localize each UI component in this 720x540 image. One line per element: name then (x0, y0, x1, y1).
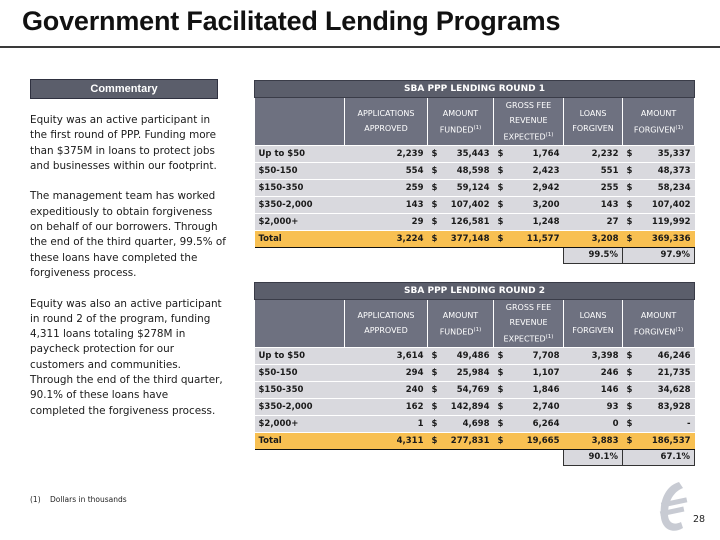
row-label: Total (255, 432, 345, 449)
round1-pct-amount: 97.9% (623, 247, 695, 263)
table-row (255, 347, 695, 364)
applications-cell: 554 (345, 162, 428, 179)
revenue-cell: 1,248 (508, 213, 564, 230)
percent-spacer (255, 449, 564, 465)
header-revenue (494, 300, 564, 348)
currency-symbol: $ (623, 230, 637, 247)
row-label: Up to $50 (255, 145, 345, 162)
funded-cell: 54,769 (442, 381, 494, 398)
amount-forgiven-cell: 119,992 (637, 213, 695, 230)
currency-symbol: $ (494, 347, 508, 364)
amount-forgiven-cell: 21,735 (637, 364, 695, 381)
row-label: $50-150 (255, 364, 345, 381)
round1-rows (255, 145, 695, 247)
percent-spacer (255, 247, 564, 263)
applications-cell: 143 (345, 196, 428, 213)
funded-cell: 277,831 (442, 432, 494, 449)
currency-symbol: $ (623, 145, 637, 162)
loans-forgiven-cell: 3,398 (564, 347, 623, 364)
currency-symbol: $ (494, 196, 508, 213)
revenue-cell: 1,107 (508, 364, 564, 381)
header-revenue (494, 98, 564, 146)
footnote-mark: (1) (675, 124, 684, 131)
currency-symbol: $ (428, 179, 442, 196)
currency-symbol: $ (494, 415, 508, 432)
currency-symbol: $ (494, 398, 508, 415)
round2-title-row (255, 283, 695, 300)
round2-title: SBA PPP LENDING ROUND 2 (255, 283, 695, 300)
loans-forgiven-cell: 255 (564, 179, 623, 196)
currency-symbol: $ (428, 213, 442, 230)
currency-symbol: $ (428, 415, 442, 432)
applications-cell: 29 (345, 213, 428, 230)
row-label: $50-150 (255, 162, 345, 179)
header-funded-label: AMOUNT FUNDED (439, 310, 479, 337)
loans-forgiven-cell: 3,883 (564, 432, 623, 449)
header-applications-label: APPLICATIONS APPROVED (357, 311, 415, 336)
footnote-mark: (1) (545, 334, 554, 340)
revenue-cell: 3,200 (508, 196, 564, 213)
footnote-marker: (1) (30, 495, 41, 504)
currency-symbol: $ (494, 162, 508, 179)
amount-forgiven-cell: - (637, 415, 695, 432)
round1-title: SBA PPP LENDING ROUND 1 (255, 81, 695, 98)
round1-table (254, 80, 695, 264)
currency-symbol: $ (623, 364, 637, 381)
total-row (255, 432, 695, 449)
loans-forgiven-cell: 246 (564, 364, 623, 381)
applications-cell: 162 (345, 398, 428, 415)
footnote-mark: (1) (473, 326, 482, 333)
row-label: $350-2,000 (255, 196, 345, 213)
currency-symbol: $ (428, 398, 442, 415)
currency-symbol: $ (428, 432, 442, 449)
footnote-text: Dollars in thousands (50, 495, 127, 504)
table-row (255, 179, 695, 196)
header-loans-forgiven (564, 300, 623, 348)
header-loans-forgiven (564, 98, 623, 146)
header-amount-forgiven-label: AMOUNT FORGIVEN (633, 310, 677, 337)
currency-symbol: $ (494, 213, 508, 230)
funded-cell: 59,124 (442, 179, 494, 196)
currency-symbol: $ (623, 179, 637, 196)
currency-symbol: $ (623, 213, 637, 230)
row-label: $2,000+ (255, 213, 345, 230)
row-label: $150-350 (255, 381, 345, 398)
applications-cell: 3,614 (345, 347, 428, 364)
table-row (255, 196, 695, 213)
header-revenue-label: GROSS FEE REVENUE EXPECTED (503, 303, 552, 344)
header-funded (428, 300, 494, 348)
amount-forgiven-cell: 369,336 (637, 230, 695, 247)
applications-cell: 294 (345, 364, 428, 381)
revenue-cell: 2,740 (508, 398, 564, 415)
currency-symbol: $ (494, 230, 508, 247)
page-number: 28 (693, 514, 706, 525)
loans-forgiven-cell: 551 (564, 162, 623, 179)
header-revenue-label: GROSS FEE REVENUE EXPECTED (503, 101, 552, 142)
funded-cell: 49,486 (442, 347, 494, 364)
round2-pct-loans: 90.1% (564, 449, 623, 465)
applications-cell: 259 (345, 179, 428, 196)
funded-cell: 35,443 (442, 145, 494, 162)
applications-cell: 3,224 (345, 230, 428, 247)
round2-table (254, 282, 695, 466)
funded-cell: 142,894 (442, 398, 494, 415)
table-row (255, 213, 695, 230)
loans-forgiven-cell: 0 (564, 415, 623, 432)
header-blank (255, 98, 345, 146)
amount-forgiven-cell: 83,928 (637, 398, 695, 415)
table-row (255, 398, 695, 415)
table-row (255, 415, 695, 432)
amount-forgiven-cell: 48,373 (637, 162, 695, 179)
funded-cell: 25,984 (442, 364, 494, 381)
total-row (255, 230, 695, 247)
round2-rows (255, 347, 695, 449)
revenue-cell: 7,708 (508, 347, 564, 364)
revenue-cell: 2,942 (508, 179, 564, 196)
round1-title-row (255, 81, 695, 98)
header-applications (345, 98, 428, 146)
currency-symbol: $ (623, 398, 637, 415)
footnote (30, 495, 127, 504)
amount-forgiven-cell: 58,234 (637, 179, 695, 196)
currency-symbol: $ (494, 179, 508, 196)
revenue-cell: 1,764 (508, 145, 564, 162)
revenue-cell: 6,264 (508, 415, 564, 432)
revenue-cell: 1,846 (508, 381, 564, 398)
applications-cell: 2,239 (345, 145, 428, 162)
table-row (255, 145, 695, 162)
row-label: $150-350 (255, 179, 345, 196)
currency-symbol: $ (623, 432, 637, 449)
funded-cell: 4,698 (442, 415, 494, 432)
currency-symbol: $ (428, 196, 442, 213)
funded-cell: 377,148 (442, 230, 494, 247)
loans-forgiven-cell: 2,232 (564, 145, 623, 162)
currency-symbol: $ (428, 230, 442, 247)
title-divider (0, 46, 720, 48)
page-title: Government Facilitated Lending Programs (22, 6, 561, 36)
applications-cell: 240 (345, 381, 428, 398)
currency-symbol: $ (623, 162, 637, 179)
funded-cell: 126,581 (442, 213, 494, 230)
currency-symbol: $ (428, 145, 442, 162)
loans-forgiven-cell: 93 (564, 398, 623, 415)
currency-symbol: $ (428, 347, 442, 364)
currency-symbol: $ (428, 381, 442, 398)
currency-symbol: $ (494, 364, 508, 381)
applications-cell: 4,311 (345, 432, 428, 449)
commentary-paragraph: Equity was also an active participant in round 2 of the program, funding 4,311 loans totaling $278M in paycheck protection for our customers and communities. Through the end of the third quarter, 90.1% of these loans have completed the forgiveness process. (30, 297, 223, 417)
equity-logo-icon (655, 476, 695, 538)
footnote-mark: (1) (473, 124, 482, 131)
header-loans-forgiven-label: LOANS FORGIVEN (572, 109, 614, 134)
currency-symbol: $ (623, 347, 637, 364)
currency-symbol: $ (623, 196, 637, 213)
amount-forgiven-cell: 46,246 (637, 347, 695, 364)
round2-pct-amount: 67.1% (623, 449, 695, 465)
commentary-header: Commentary (30, 79, 218, 99)
round1-percent-row (255, 247, 695, 263)
currency-symbol: $ (494, 145, 508, 162)
loans-forgiven-cell: 27 (564, 213, 623, 230)
amount-forgiven-cell: 107,402 (637, 196, 695, 213)
footnote-mark: (1) (675, 326, 684, 333)
header-blank (255, 300, 345, 348)
loans-forgiven-cell: 143 (564, 196, 623, 213)
table-row (255, 162, 695, 179)
amount-forgiven-cell: 34,628 (637, 381, 695, 398)
currency-symbol: $ (623, 415, 637, 432)
row-label: Up to $50 (255, 347, 345, 364)
funded-cell: 48,598 (442, 162, 494, 179)
header-amount-forgiven (623, 300, 695, 348)
commentary-paragraph: The management team has worked expeditiously to obtain forgiveness on behalf of our borrowers. Through the end of the third quarter, 99.5% of these loans have completed the forgiveness process. (30, 190, 226, 279)
currency-symbol: $ (494, 432, 508, 449)
currency-symbol: $ (428, 162, 442, 179)
header-amount-forgiven-label: AMOUNT FORGIVEN (633, 108, 677, 135)
header-applications (345, 300, 428, 348)
header-funded (428, 98, 494, 146)
revenue-cell: 11,577 (508, 230, 564, 247)
funded-cell: 107,402 (442, 196, 494, 213)
revenue-cell: 2,423 (508, 162, 564, 179)
header-applications-label: APPLICATIONS APPROVED (357, 109, 415, 134)
header-loans-forgiven-label: LOANS FORGIVEN (572, 311, 614, 336)
round2-percent-row (255, 449, 695, 465)
loans-forgiven-cell: 146 (564, 381, 623, 398)
applications-cell: 1 (345, 415, 428, 432)
footnote-mark: (1) (545, 132, 554, 138)
round1-column-headers (255, 98, 695, 146)
amount-forgiven-cell: 186,537 (637, 432, 695, 449)
currency-symbol: $ (623, 381, 637, 398)
round1-pct-loans: 99.5% (564, 247, 623, 263)
header-funded-label: AMOUNT FUNDED (439, 108, 479, 135)
header-amount-forgiven (623, 98, 695, 146)
round2-column-headers (255, 300, 695, 348)
loans-forgiven-cell: 3,208 (564, 230, 623, 247)
row-label: $350-2,000 (255, 398, 345, 415)
revenue-cell: 19,665 (508, 432, 564, 449)
row-label: $2,000+ (255, 415, 345, 432)
currency-symbol: $ (428, 364, 442, 381)
amount-forgiven-cell: 35,337 (637, 145, 695, 162)
table-row (255, 364, 695, 381)
table-row (255, 381, 695, 398)
commentary-paragraph: Equity was an active participant in the first round of PPP. Funding more than $375M in loans to protect jobs and businesses within our footprint. (30, 114, 217, 172)
commentary-body (30, 113, 226, 434)
currency-symbol: $ (494, 381, 508, 398)
row-label: Total (255, 230, 345, 247)
